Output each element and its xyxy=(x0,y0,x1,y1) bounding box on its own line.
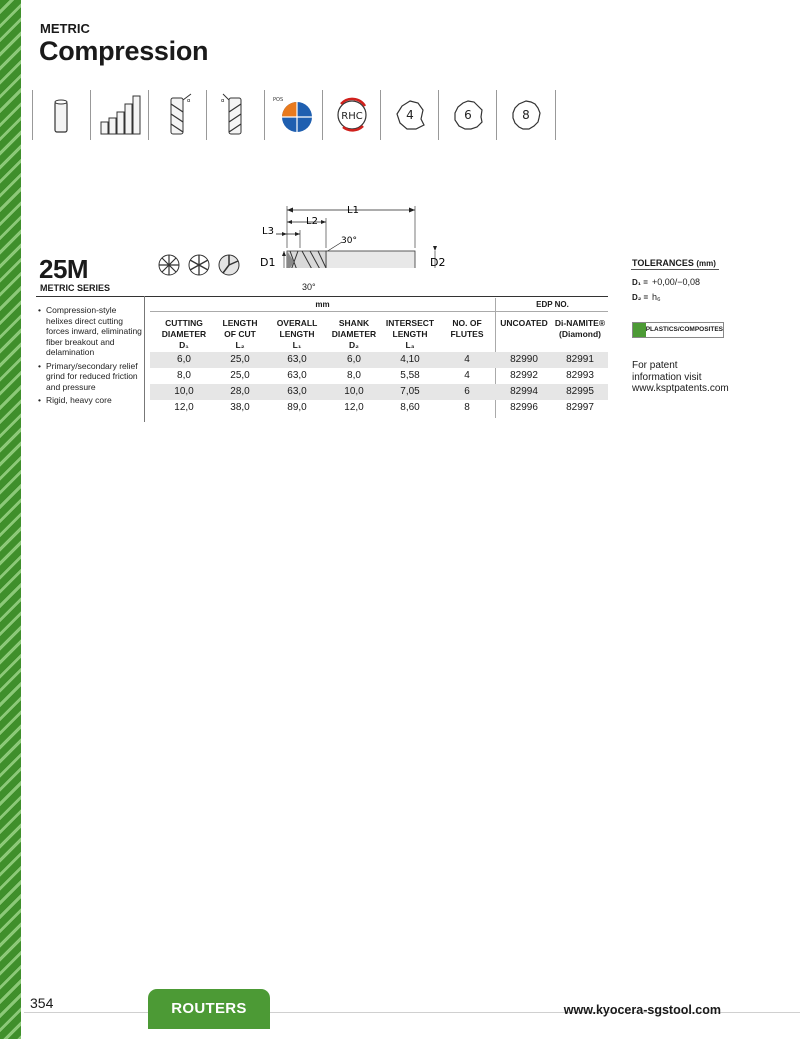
d2-label: D2 xyxy=(430,256,446,268)
l2-label: L2 xyxy=(306,216,318,227)
angle-top-label: 30° xyxy=(341,236,357,246)
flute-8-icon xyxy=(496,90,555,140)
col-header-length-of-cut: LENGTH OF CUT L₂ xyxy=(222,318,258,350)
angle-bottom-label: 30° xyxy=(302,282,316,292)
features-divider xyxy=(144,296,145,422)
patent-link[interactable]: www.ksptpatents.com xyxy=(632,383,729,394)
website-link[interactable]: www.kyocera-sgstool.com xyxy=(563,1003,721,1017)
feature-item: • Primary/secondary relief grind for reduced friction and pressure xyxy=(38,361,143,393)
series-code: 25M xyxy=(39,254,89,284)
d1-label: D1 xyxy=(260,256,276,268)
tolerances-title: TOLERANCES (mm) xyxy=(632,258,716,268)
col-header-dinamite: Di-NAMITE® (Diamond) xyxy=(554,318,606,339)
col-header-shank-diameter: SHANK DIAMETER D₂ xyxy=(331,318,377,350)
svg-text:α: α xyxy=(187,98,191,104)
svg-text:8: 8 xyxy=(522,108,530,122)
material-swatch xyxy=(633,323,646,337)
shank-icon xyxy=(32,90,91,140)
helix-angle-alt-icon xyxy=(206,90,265,140)
col-header-cutting-diameter: CUTTING DIAMETER D₁ xyxy=(161,318,207,350)
l1-label: L1 xyxy=(347,205,359,216)
tolerances-rule xyxy=(631,269,719,270)
flute-4-icon xyxy=(380,90,439,140)
end-view-6-icon xyxy=(189,255,209,275)
patent-note: For patent information visit www.ksptpatents.com xyxy=(632,360,742,395)
edp-group-header: EDP NO. xyxy=(536,300,569,309)
helix-angle-icon xyxy=(148,90,207,140)
category-label: METRIC xyxy=(40,21,90,36)
features-rule xyxy=(36,296,146,297)
table-row: 6,0 25,0 63,0 6,0 4,10 4 82990 82991 xyxy=(150,352,608,368)
svg-text:RHC: RHC xyxy=(341,111,363,122)
tolerance-d2: D₂ = h₆ xyxy=(632,292,661,302)
col-header-overall-length: OVERALL LENGTH L₁ xyxy=(276,318,318,350)
feature-item: • Rigid, heavy core xyxy=(38,395,143,406)
col-header-flutes: NO. OF FLUTES xyxy=(450,318,484,339)
series-name: METRIC SERIES xyxy=(40,283,111,293)
mm-group-header: mm xyxy=(315,300,330,309)
tool-dimension-diagram xyxy=(250,198,460,268)
svg-text:6: 6 xyxy=(464,108,472,122)
svg-text:4: 4 xyxy=(406,108,414,122)
page-number: 354 xyxy=(30,995,54,1011)
feature-icon-bar xyxy=(32,90,562,140)
tolerance-d1: D₁ = +0,00/−0,08 xyxy=(632,277,701,287)
svg-text:α: α xyxy=(221,98,225,104)
section-tab: ROUTERS xyxy=(148,989,270,1029)
feature-item: • Compression-style helixes direct cutting forces inward, eliminating fiber breakout and delamination xyxy=(38,305,143,358)
rhc-icon xyxy=(322,90,381,140)
end-view-4-icon xyxy=(159,255,179,275)
end-view-8-icon xyxy=(219,255,239,275)
side-stripe-decoration xyxy=(0,0,21,1039)
l3-label: L3 xyxy=(262,226,274,237)
pos-rake-icon xyxy=(264,90,323,140)
length-options-icon xyxy=(90,90,149,140)
feature-list xyxy=(38,305,143,409)
page-title: Compression xyxy=(39,36,209,66)
svg-text:POS: POS xyxy=(273,97,284,103)
table-row: 10,0 28,0 63,0 10,0 7,05 6 82994 82995 xyxy=(150,384,608,400)
material-badge xyxy=(632,322,724,338)
end-view-icons xyxy=(158,253,246,277)
table-row: 12,0 38,0 89,0 12,0 8,60 8 82996 82997 xyxy=(174,402,594,413)
col-header-intersect-length: INTERSECT LENGTH L₃ xyxy=(385,318,435,350)
table-row: 8,0 25,0 63,0 8,0 5,58 4 82992 82993 xyxy=(177,370,594,381)
material-badge-label: PLASTICS/COMPOSITES xyxy=(645,326,723,333)
col-header-uncoated: UNCOATED xyxy=(500,318,548,328)
group-header-rule xyxy=(150,311,608,312)
flute-6-icon xyxy=(438,90,497,140)
table-rule xyxy=(146,296,608,297)
